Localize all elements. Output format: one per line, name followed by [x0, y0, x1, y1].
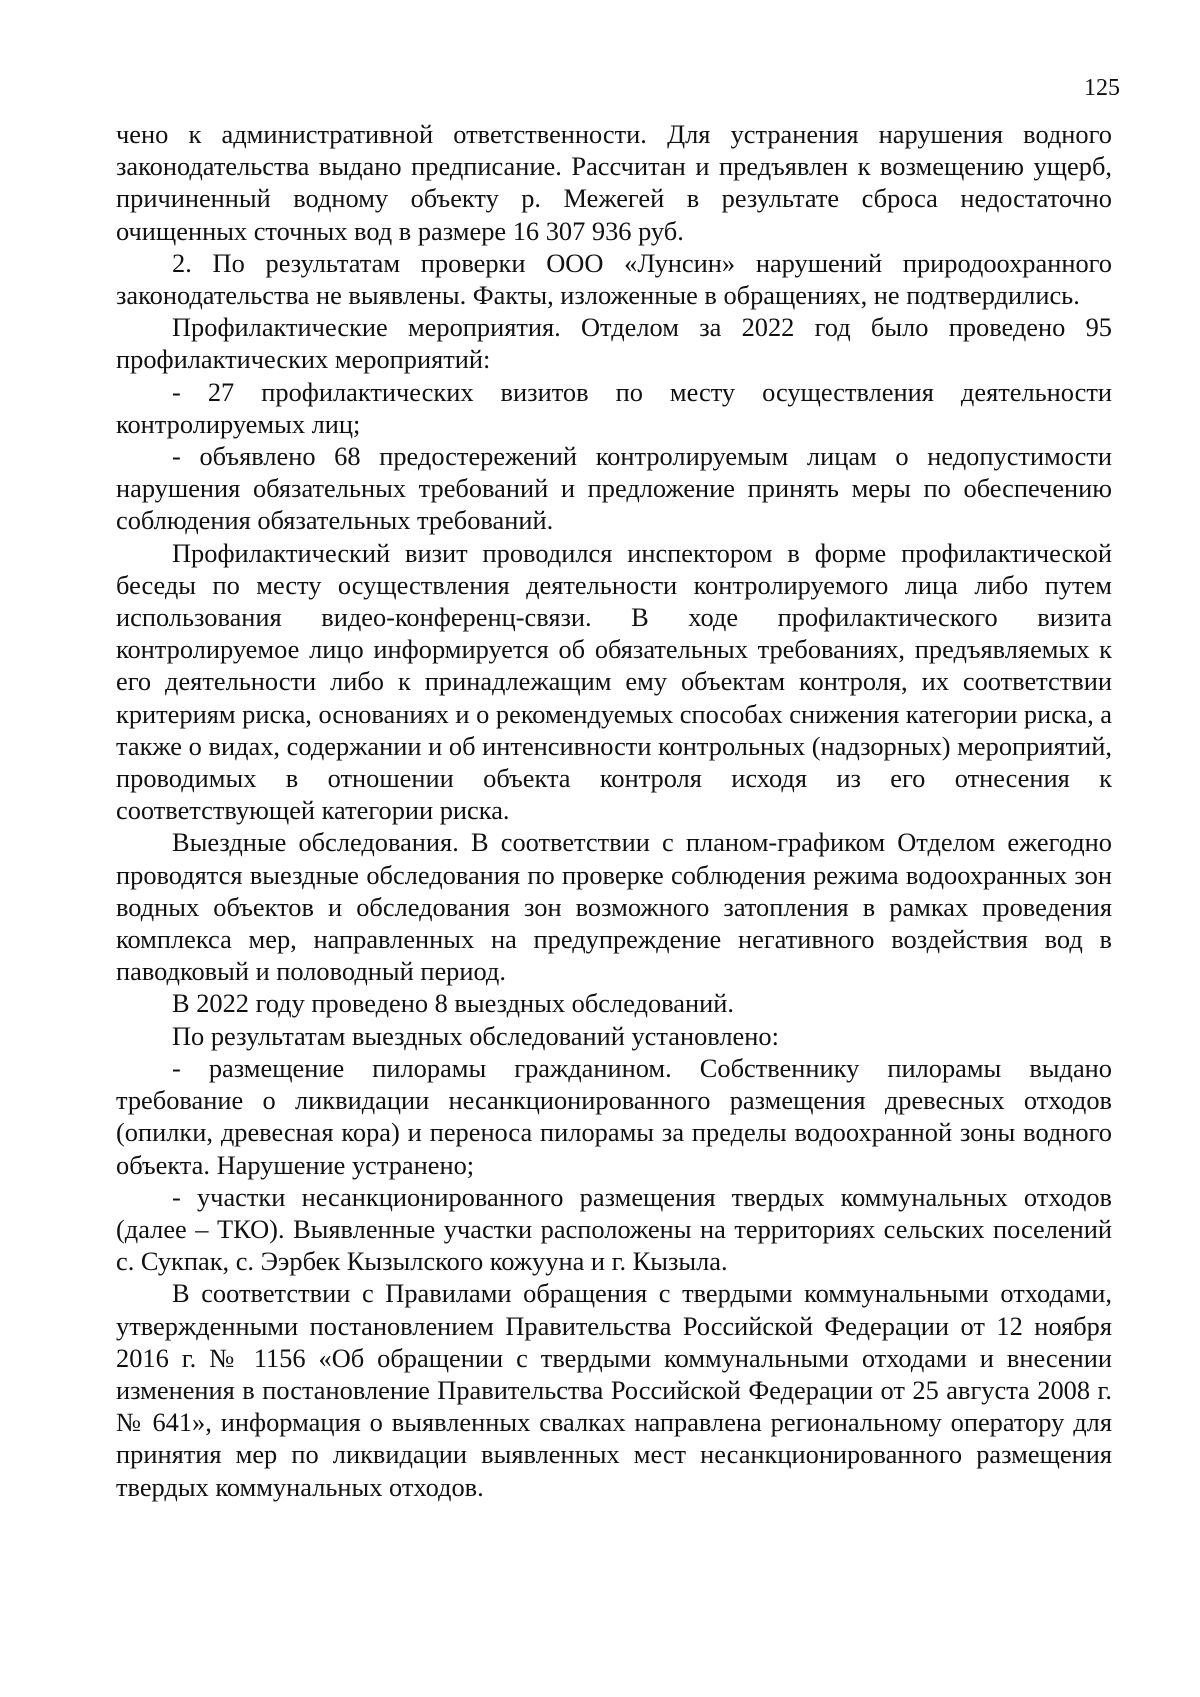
paragraph: 2. По результатам проверки ООО «Лунсин» нарушений природоохранного законодательства не выявлены. Факты, изложенные в обращениях, не подтвердились.: [116, 247, 1112, 311]
paragraph: Выездные обследования. В соответствии с планом-графиком Отделом ежегодно проводятся выездные обследования по проверке соблюдения режима водоохранных зон водных объектов и обследования зон возможного затопления в рамках проведения комплекса мер, направленных на предупреждение негативного воздействия вод в паводковый и половодный период.: [116, 827, 1112, 987]
list-item: - 27 профилактических визитов по месту осуществления деятельности контролируемых лиц;: [116, 376, 1112, 439]
paragraph: В 2022 году проведено 8 выездных обследований.: [172, 988, 734, 1019]
paragraph: В соответствии с Правилами обращения с твердыми коммунальными отходами, утвержденными постановлением Правительства Российской Федерации от 12 ноября 2016 г. № 1156 «Об обращении с твердыми коммунальными отходами и внесении изменения в постановление Правительства Российской Федерации от 25 августа 2008 г. № 641», информация о выявленных свалках направлена региональному оператору для принятия мер по ликвидации выявленных мест несанкционированного размещения твердых коммунальных отходов.: [116, 1278, 1112, 1502]
paragraph: Профилактический визит проводился инспектором в форме профилактической беседы по месту осуществления деятельности контролируемого лица либо путем использования видео-конференц-связи. В ходе профилактического визита контролируемое лицо информируется об обязательных требованиях, предъявляемых к его деятельности либо к принадлежащим ему объектам контроля, их соответствии критериям риска, основаниях и о рекомендуемых способах снижения категории риска, а также о видах, содержании и об интенсивности контрольных (надзорных) мероприятий, проводимых в отношении объекта контроля исходя из его отнесения к соответствующей категории риска.: [116, 537, 1112, 826]
paragraph: По результатам выездных обследований установлено:: [172, 1020, 779, 1051]
document-body: [116, 118, 1112, 1503]
list-item: - участки несанкционированного размещения твердых коммунальных отходов (далее – ТКО). Выявленные участки расположены на территориях сельских поселений с. Сукпак, с. Ээрбек Кызылского кожууна и г. Кызыла.: [116, 1181, 1112, 1277]
page-number: 125: [1084, 75, 1120, 101]
paragraph: Профилактические мероприятия. Отделом за 2022 год было проведено 95 профилактических мероприятий:: [116, 312, 1112, 375]
list-item: - объявлено 68 предостережений контролируемым лицам о недопустимости нарушения обязательных требований и предложение принять меры по обеспечению соблюдения обязательных требований.: [116, 441, 1112, 536]
list-item: - размещение пилорамы гражданином. Собственнику пилорамы выдано требование о ликвидации несанкционированного размещения древесных отходов (опилки, древесная кора) и переноса пилорамы за пределы водоохранной зоны водного объекта. Нарушение устранено;: [116, 1052, 1112, 1180]
paragraph: чено к административной ответственности. Для устранения нарушения водного законодательства выдано предписание. Рассчитан и предъявлен к возмещению ущерб, причиненный водному объекту р. Межегей в результате сброса недостаточно очищенных сточных вод в размере 16 307 936 руб.: [116, 119, 1112, 246]
